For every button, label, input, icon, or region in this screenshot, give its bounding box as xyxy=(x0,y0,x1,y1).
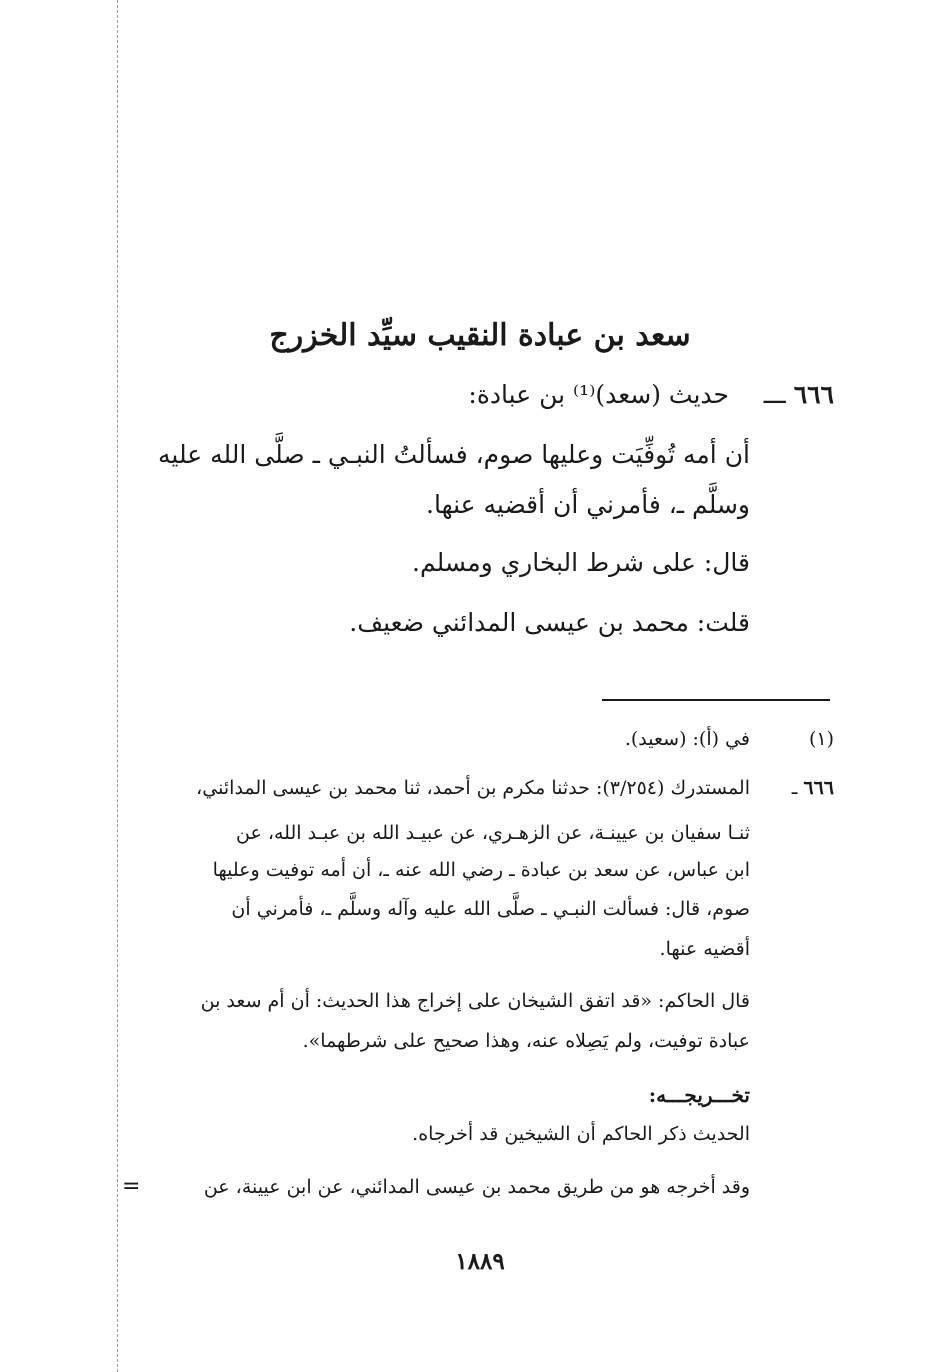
commentary-dash: ـ xyxy=(791,777,798,799)
footnote-text: في (أ): (سعيد). xyxy=(624,728,750,750)
hakim-quote-line-1: قال الحاكم: «قد اتفق الشيخان على إخراج هذا الحديث: أن أم سعد بن xyxy=(200,990,750,1012)
author-verdict: قلت: محمد بن عيسى المدائني ضعيف. xyxy=(349,608,750,637)
hadith-dash: ـــ xyxy=(763,380,786,409)
margin-guide-line xyxy=(117,0,118,1372)
commentary-number-value: ٦٦٦ xyxy=(803,777,834,799)
commentary-line-1: المستدرك (٣/٢٥٤): حدثنا مكرم بن أحمد، ثنا محمد بن عيسى المدائني، xyxy=(196,777,750,799)
takhrij-heading: تخـــريجـــه: xyxy=(648,1083,750,1107)
hadith-number-value: ٦٦٦ xyxy=(793,380,834,409)
commentary-number xyxy=(792,777,834,799)
commentary-line-4: صوم، قال: فسألت النبـي ـ صلَّى الله عليه وآله وسلَّم ـ، فأمرني أن xyxy=(231,898,750,920)
commentary-line-3: ابن عباس، عن سعد بن عبادة ـ رضي الله عنه ـ، أن أمه توفيت وعليها xyxy=(212,859,750,881)
page-number: ١٨٨٩ xyxy=(455,1248,505,1275)
hadith-text-line-2: وسلَّم ـ، فأمرني أن أقضيه عنها. xyxy=(426,490,750,519)
footnote-marker: (١) xyxy=(808,728,834,750)
continuation-mark: = xyxy=(122,1174,141,1199)
commentary-line-5: أقضيه عنها. xyxy=(659,938,750,960)
commentary-line-2: ثنـا سفيان بن عيينـة، عن الزهـري، عن عبيـد الله بن عبـد الله، عن xyxy=(236,822,750,844)
hakim-quote-line-2: عبادة توفيت، ولم يَصِلاه عنه، وهذا صحيح على شرطهما». xyxy=(302,1030,750,1052)
hadith-intro: حديث (سعد)⁽¹⁾ بن عبادة: xyxy=(468,380,729,409)
takhrij-line-1: الحديث ذكر الحاكم أن الشيخين قد أخرجاه. xyxy=(412,1123,750,1145)
hadith-text-line-1: أن أمه تُوفِّيَت وعليها صوم، فسألتُ النبـي ـ صلَّى الله عليه xyxy=(158,440,750,469)
footnote-separator xyxy=(602,699,830,701)
chapter-heading: سعد بن عبادة النقيب سيِّد الخزرج xyxy=(269,318,691,353)
hadith-number xyxy=(764,380,834,409)
hakim-verdict: قال: على شرط البخاري ومسلم. xyxy=(412,548,750,577)
takhrij-line-2: وقد أخرجه هو من طريق محمد بن عيسى المدائني، عن ابن عيينة، عن xyxy=(203,1176,750,1198)
